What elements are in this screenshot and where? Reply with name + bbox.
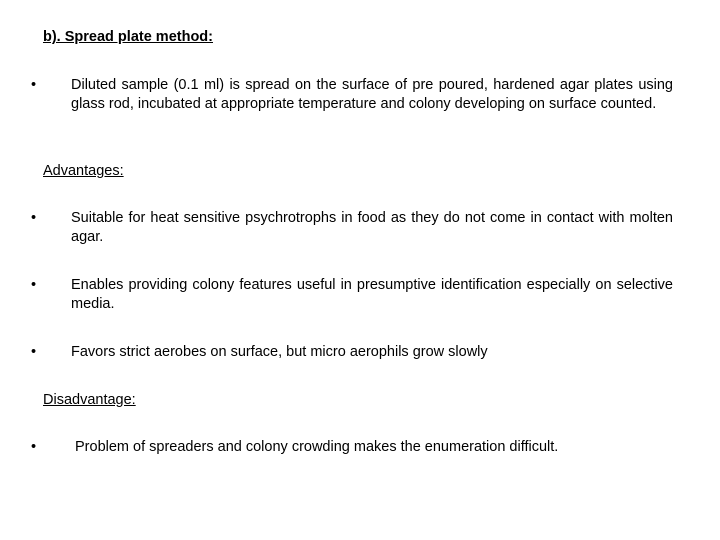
description-text: Diluted sample (0.1 ml) is spread on the surface of pre poured, hardened agar plates using glass rod, incubated at appropriate temperature and colony developing on surface counted. <box>71 77 673 112</box>
advantage-text: Enables providing colony features useful in presumptive identification especially on selective media. <box>71 277 673 312</box>
bullet: • <box>31 439 37 455</box>
advantage-text: Suitable for heat sensitive psychrotrophs in food as they do not come in contact with molten agar. <box>71 210 673 245</box>
advantage-item <box>31 343 673 362</box>
section-title: b). Spread plate method: <box>43 29 213 45</box>
disadvantage-text: Problem of spreaders and colony crowding makes the enumeration difficult. <box>75 439 559 455</box>
advantages-heading: Advantages: <box>43 163 124 179</box>
disadvantage-item <box>31 438 673 457</box>
bullet: • <box>31 77 37 93</box>
advantage-item <box>31 209 673 247</box>
disadvantage-heading: Disadvantage: <box>43 392 136 408</box>
description-item <box>31 76 673 114</box>
bullet: • <box>31 344 37 360</box>
advantage-item <box>31 276 673 314</box>
advantage-text: Favors strict aerobes on surface, but micro aerophils grow slowly <box>71 344 488 360</box>
bullet: • <box>31 277 37 293</box>
bullet: • <box>31 210 37 226</box>
